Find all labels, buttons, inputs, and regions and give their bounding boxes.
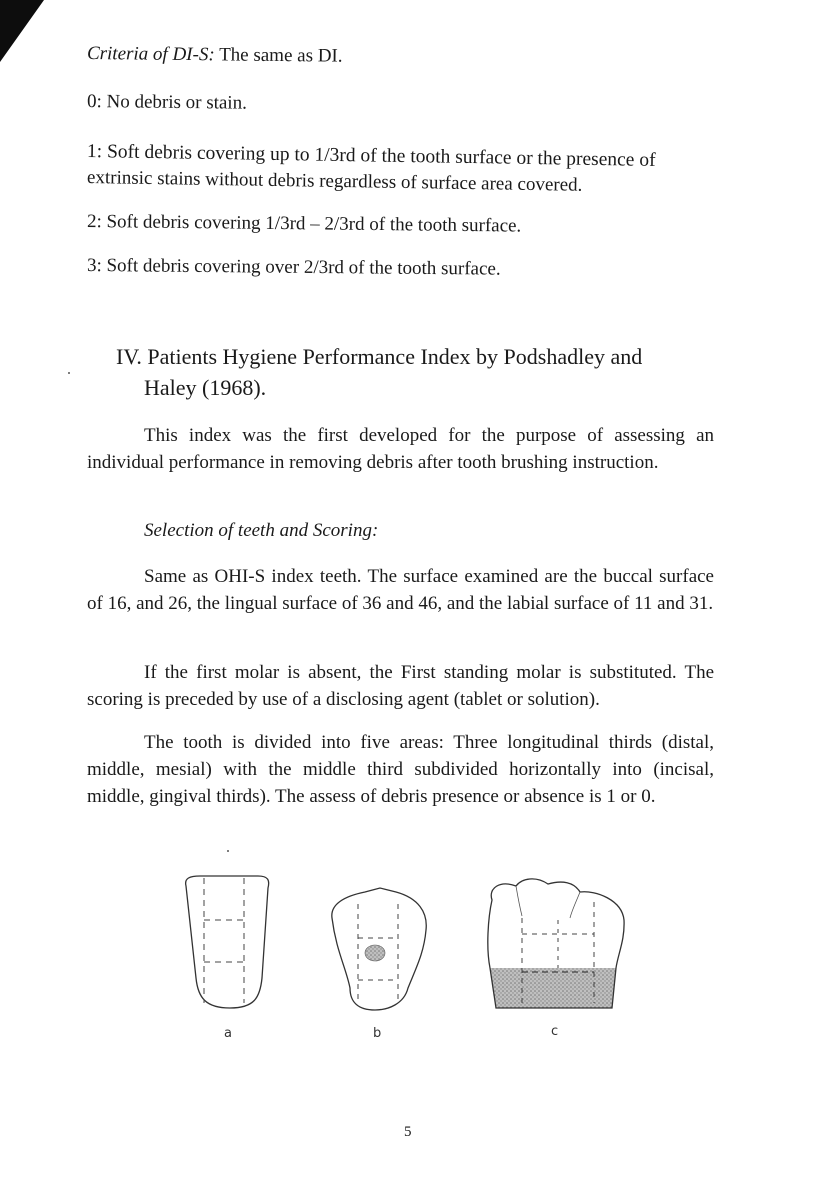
intro-paragraph xyxy=(87,422,714,476)
figure-label-c: c xyxy=(551,1024,559,1039)
tooth-a-incisor xyxy=(186,876,269,1008)
score-1-line2: extrinsic stains without debris regardless of surface area covered. xyxy=(86,167,583,196)
paragraph-substitution-text: If the first molar is absent, the First standing molar is substituted. The scoring is preceded by use of a disclosing agent (tablet or solution). xyxy=(87,662,714,710)
score-3: 3: Soft debris covering over 2/3rd of the tooth surface. xyxy=(86,255,501,280)
tooth-c-molar xyxy=(488,879,624,1008)
paragraph-teeth-surfaces xyxy=(87,563,714,617)
scan-speck xyxy=(227,850,229,852)
paragraph-five-areas-text: The tooth is divided into five areas: Three longitudinal thirds (distal, middle, mesial) with the middle third subdivided horizontally into (incisal, middle, gingival thirds). The assess of debris presence or absence is 1 or 0. xyxy=(87,732,714,807)
score-2: 2: Soft debris covering 1/3rd – 2/3rd of the tooth surface. xyxy=(86,211,522,237)
criteria-line xyxy=(87,42,343,69)
figure-label-b: b xyxy=(373,1026,382,1041)
selection-subheading: Selection of teeth and Scoring: xyxy=(144,520,379,541)
paragraph-substitution xyxy=(87,659,714,713)
tooth-diagram-figure xyxy=(170,858,640,1058)
paragraph-teeth-surfaces-text: Same as OHI-S index teeth. The surface examined are the buccal surface of 16, and 26, the lingual surface of 36 and 46, and the labial surface of 11 and 31. xyxy=(87,566,714,614)
intro-text: This index was the first developed for the purpose of assessing an individual performance in removing debris after tooth brushing instruction. xyxy=(87,425,714,473)
paragraph-five-areas xyxy=(87,729,714,810)
scan-corner-mark xyxy=(0,0,44,62)
tooth-b-premolar xyxy=(332,888,426,1010)
criteria-text: The same as DI. xyxy=(214,44,343,67)
tooth-diagram-svg xyxy=(170,858,640,1058)
score-0: 0: No debris or stain. xyxy=(86,91,248,114)
section-heading-line1: IV. Patients Hygiene Performance Index by Podshadley and xyxy=(116,344,643,369)
criteria-label: Criteria of DI-S: xyxy=(86,43,215,66)
figure-label-a: a xyxy=(224,1026,232,1041)
score-1-line1: 1: Soft debris covering up to 1/3rd of the tooth surface or the presence of xyxy=(86,141,656,171)
section-heading-line2: Haley (1968). xyxy=(144,375,267,400)
scan-speck xyxy=(68,372,70,374)
page-number: 5 xyxy=(404,1124,412,1140)
